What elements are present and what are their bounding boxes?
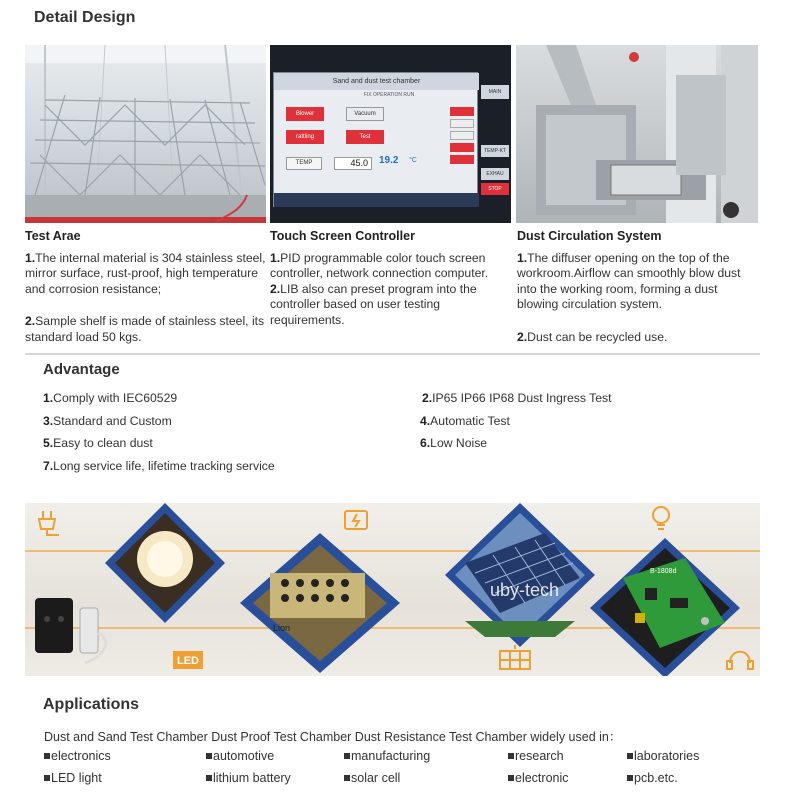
charging-icon	[345, 511, 367, 529]
touch-screen-description	[270, 229, 510, 328]
solar-panel-image	[445, 503, 595, 647]
test-area-point-2: 2.Sample shelf is made of stainless steel, its standard load 50 kgs.	[25, 314, 265, 344]
battery-label: Lion	[273, 623, 291, 633]
status-indicator	[450, 143, 474, 152]
touch-screen-point-1: 1.PID programmable color touch screen controller, network connection computer.	[270, 250, 489, 280]
application-item: laboratories	[627, 749, 699, 763]
application-item: lithium battery	[206, 771, 291, 785]
pcb-label: B-1808d	[650, 568, 677, 575]
rattling-button[interactable]: rattling	[286, 130, 324, 144]
dust-circulation-illustration	[516, 45, 758, 223]
touch-screen-point-2: 2.LIB also can preset program into the controller based on user testing requirements.	[270, 281, 477, 327]
status-indicator	[450, 131, 474, 140]
test-button[interactable]: Test	[346, 130, 384, 144]
advantage-item: 2.IP65 IP66 IP68 Dust Ingress Test	[422, 391, 612, 405]
screen-status-bar	[274, 193, 479, 207]
temp-present-value: 19.2	[379, 155, 399, 166]
led-badge-text: LED	[177, 655, 199, 667]
application-item: electronic	[508, 771, 569, 785]
dust-circulation-photo	[516, 45, 758, 223]
application-item: research	[508, 749, 564, 763]
dust-circulation-point-1: 1.The diffuser opening on the top of the workroom.Airflow can smoothly blow dust into the working room, forming a dust blowing circulation system.	[517, 250, 741, 311]
application-item: electronics	[44, 749, 111, 763]
solar-icon	[500, 645, 530, 669]
advantage-item: 5.Easy to clean dust	[43, 436, 153, 450]
dust-circulation-description	[517, 229, 760, 345]
advantage-title: Advantage	[43, 361, 120, 378]
applications-intro: Dust and Sand Test Chamber Dust Proof Test Chamber Dust Resistance Test Chamber widely used in：	[44, 730, 622, 744]
blower-button[interactable]: Blower	[286, 107, 324, 121]
lithium-battery-image	[240, 533, 400, 673]
temp-kt-button[interactable]: TEMP-KT	[481, 145, 509, 157]
application-item: manufacturing	[344, 749, 430, 763]
temp-setpoint-field[interactable]: 45.0	[334, 157, 372, 170]
touch-screen-heading: Touch Screen Controller	[270, 229, 415, 243]
touch-screen-photo	[270, 45, 511, 223]
dust-circulation-point-2: 2.Dust can be recycled use.	[517, 329, 668, 344]
applications-banner	[25, 503, 760, 676]
section-divider	[25, 353, 760, 355]
screen-title: Sand and dust test chamber	[274, 73, 479, 90]
watermark-text: uby-tech	[490, 580, 560, 600]
banner-illustration	[25, 503, 760, 676]
stop-button[interactable]: STOP	[481, 183, 509, 195]
screen-panel	[273, 72, 478, 207]
temp-label: TEMP	[286, 157, 322, 170]
pcb-image	[590, 538, 740, 676]
applications-title: Applications	[43, 696, 140, 713]
advantage-item: 6.Low Noise	[420, 436, 488, 450]
detail-design-title: Detail Design	[34, 9, 136, 26]
advantage-item: 7.Long service life, lifetime tracking service	[43, 459, 275, 473]
status-indicator	[450, 107, 474, 116]
application-item: solar cell	[344, 771, 400, 785]
test-area-description	[25, 229, 270, 345]
status-indicator	[450, 119, 474, 128]
lightbulb-icon	[653, 507, 669, 529]
test-area-heading: Test Arae	[25, 229, 81, 243]
vacuum-button[interactable]: Vacuum	[346, 107, 384, 121]
plug-icon	[39, 511, 59, 535]
screen-subtitle: FIX OPERATION RUN	[363, 92, 415, 98]
exhaust-button[interactable]: EXHAU	[481, 168, 509, 180]
advantage-item: 3.Standard and Custom	[43, 414, 172, 428]
dust-circulation-heading: Dust Circulation System	[517, 229, 662, 243]
led-lighting-image	[105, 503, 225, 623]
application-item: pcb.etc.	[627, 771, 678, 785]
status-indicator	[450, 155, 474, 164]
phone-charger-image	[35, 598, 106, 663]
application-item: automotive	[206, 749, 274, 763]
advantage-item: 1.Comply with IEC60529	[43, 391, 178, 405]
test-area-illustration	[25, 45, 266, 223]
test-area-point-1: 1.The internal material is 304 stainless steel, mirror surface, rust-proof, high temperature and corrosion resistance;	[25, 250, 266, 296]
temp-unit: °C	[409, 157, 417, 164]
test-area-photo	[25, 45, 266, 223]
headset-icon	[727, 652, 753, 669]
main-menu-button[interactable]: MAIN	[481, 85, 509, 99]
advantage-item: 4.Automatic Test	[420, 414, 510, 428]
application-item: LED light	[44, 771, 102, 785]
